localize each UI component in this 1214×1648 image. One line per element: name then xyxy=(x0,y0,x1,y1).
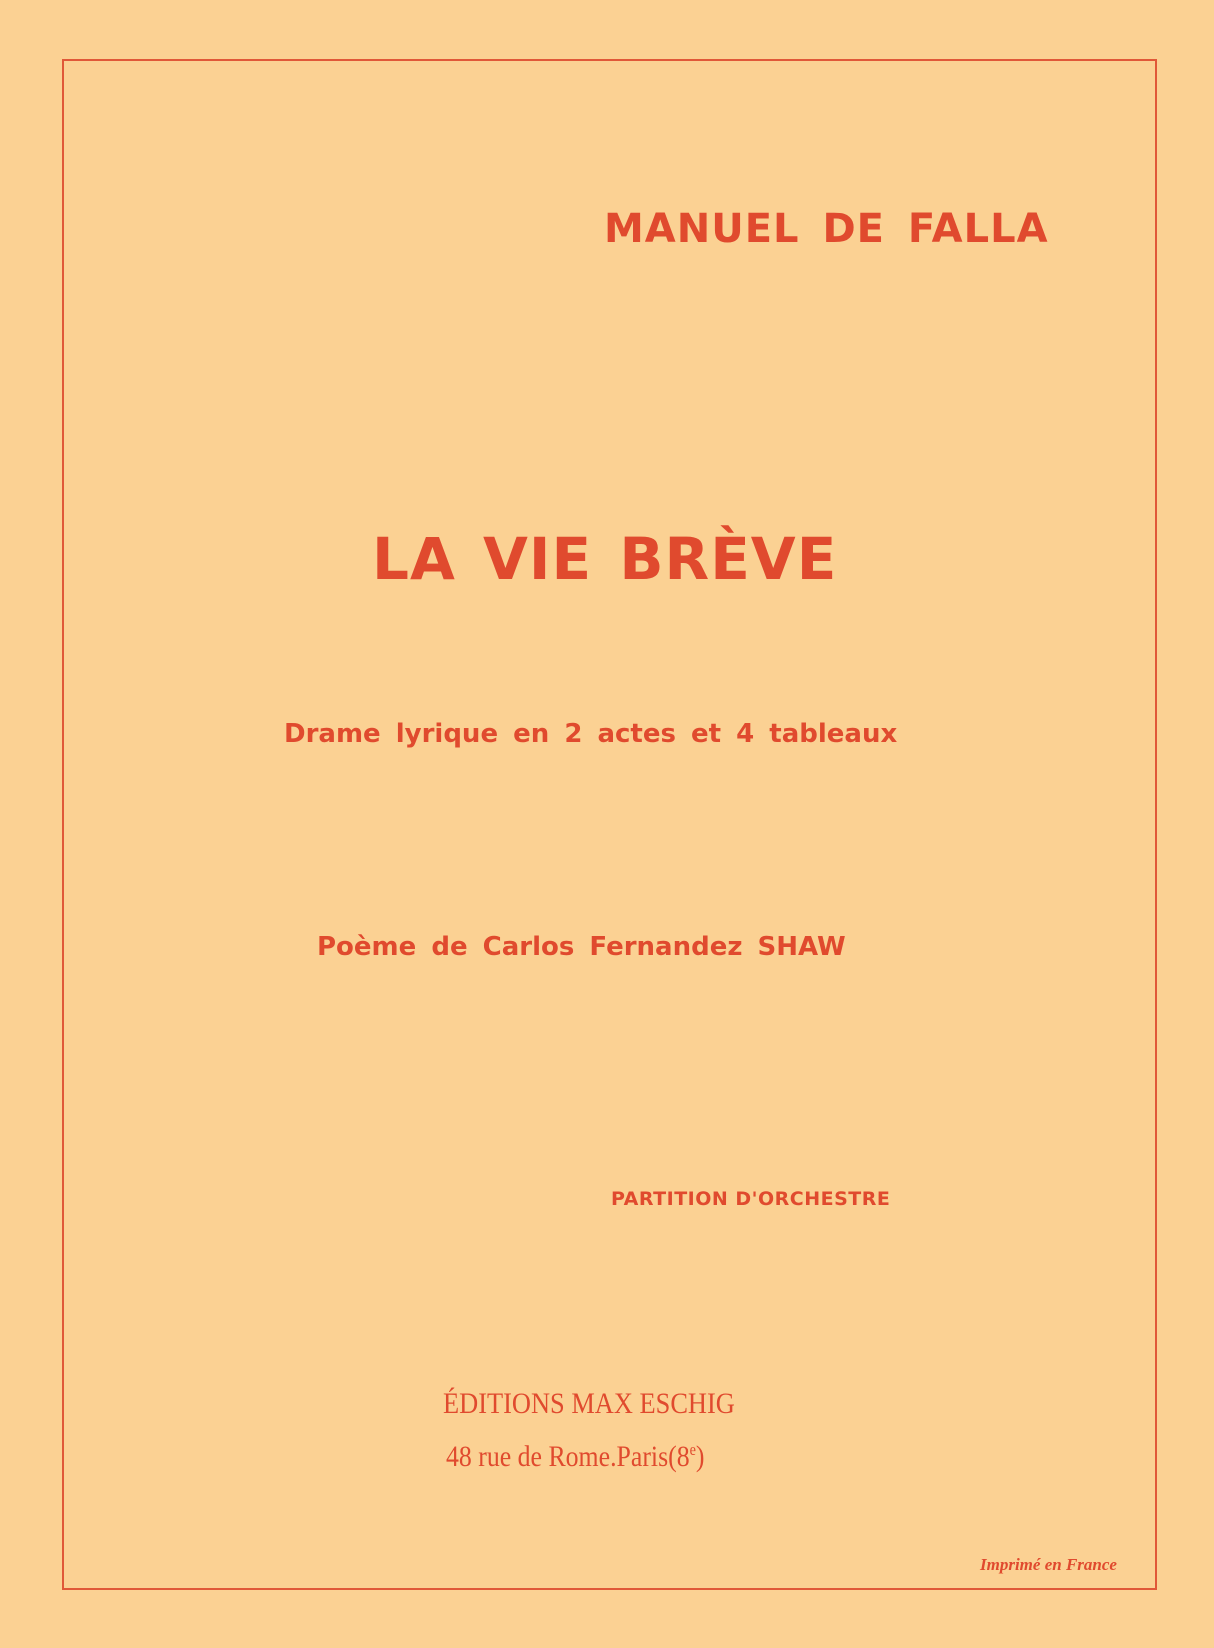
composer-name: MANUEL DE FALLA xyxy=(604,206,1049,252)
address-superscript: e xyxy=(689,1440,696,1459)
page-border xyxy=(62,59,1157,1590)
publisher-name: ÉDITIONS MAX ESCHIG xyxy=(443,1387,735,1420)
address-text: 48 rue de Rome.Paris(8 xyxy=(446,1440,690,1473)
publisher-address xyxy=(446,1440,705,1474)
address-end: ) xyxy=(695,1440,705,1473)
printed-in-note: Imprimé en France xyxy=(980,1555,1117,1574)
work-title: LA VIE BRÈVE xyxy=(372,525,838,593)
librettist-credit: Poème de Carlos Fernandez SHAW xyxy=(317,932,846,962)
score-type: PARTITION D'ORCHESTRE xyxy=(611,1188,891,1210)
work-subtitle: Drame lyrique en 2 actes et 4 tableaux xyxy=(284,719,898,749)
